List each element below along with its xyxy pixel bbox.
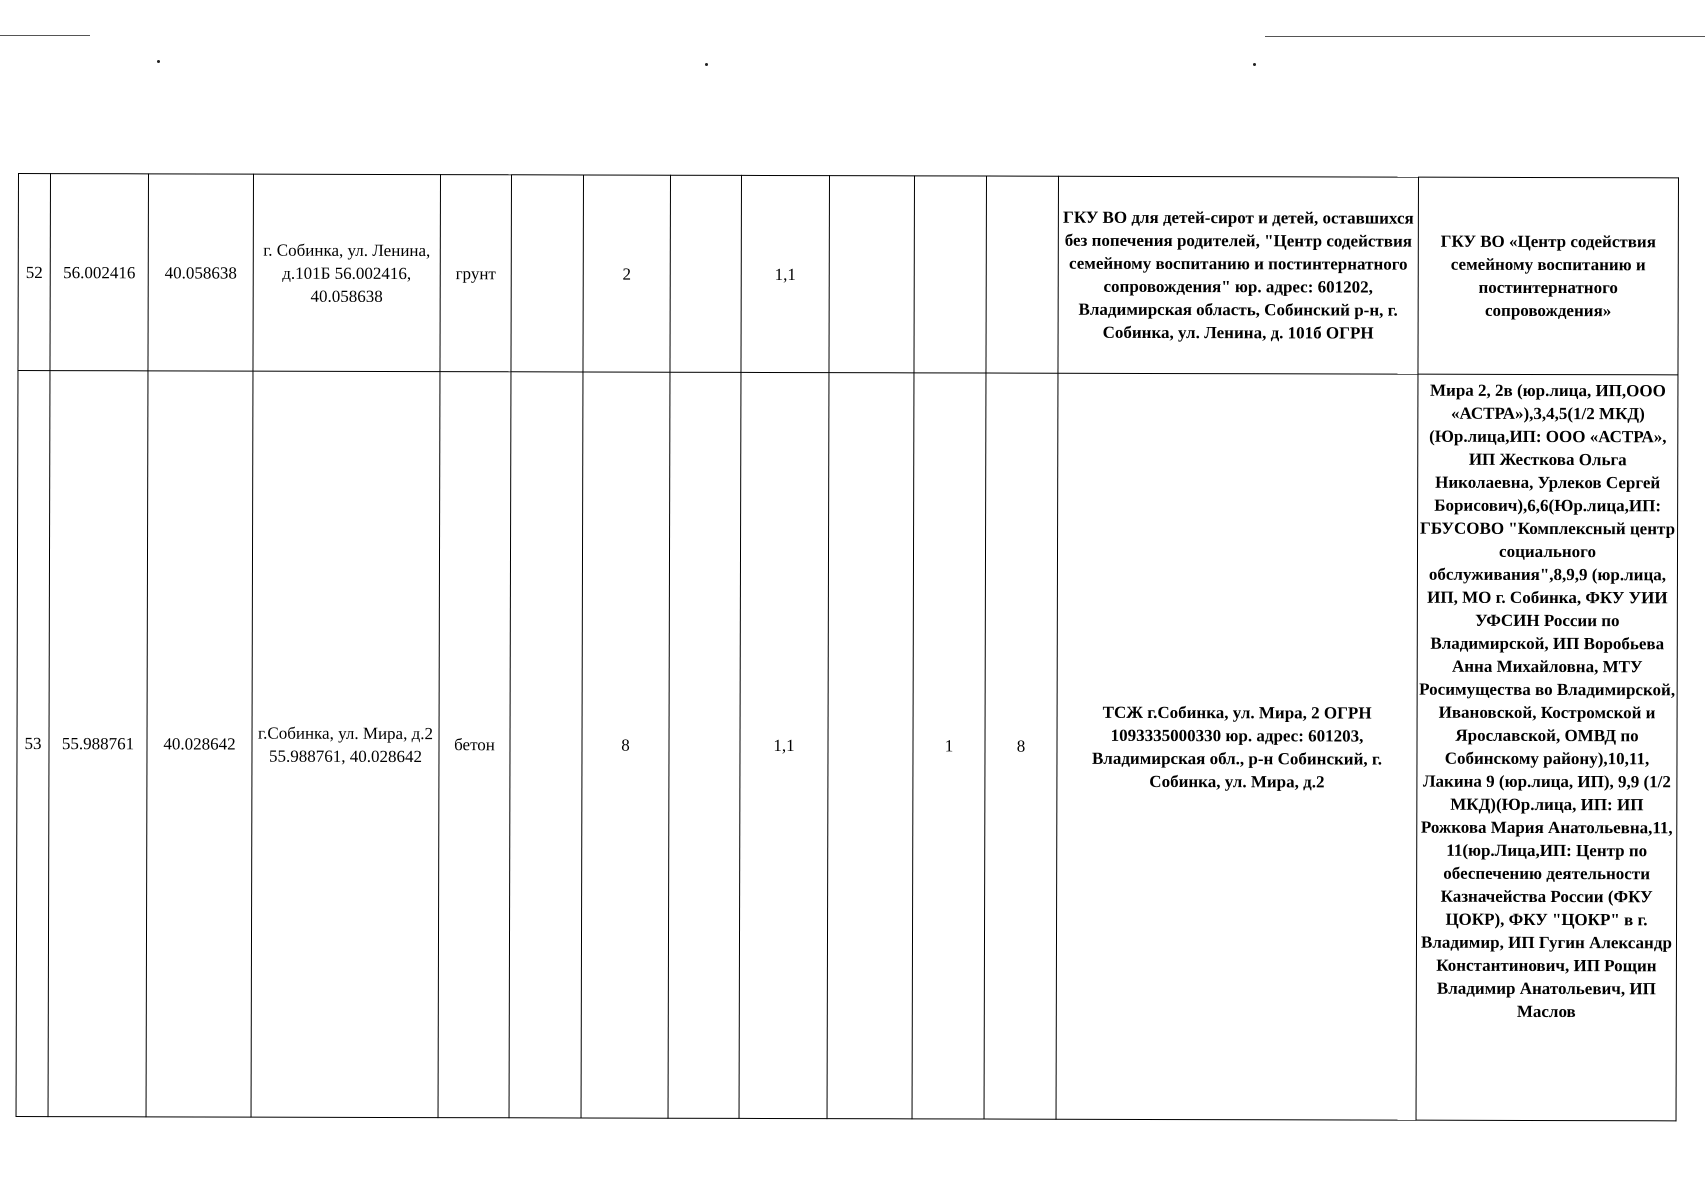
value-cell <box>670 175 742 372</box>
value-cell <box>914 176 987 373</box>
sources-cell: ГКУ ВО «Центр содействия семейному воспитанию и постинтернатного сопровождения» <box>1418 177 1679 375</box>
container-count-cell: 8 <box>581 372 670 1118</box>
table-row <box>18 174 1679 375</box>
value-cell <box>986 176 1059 373</box>
surface-cell: грунт <box>440 175 512 372</box>
address-cell: г. Собинка, ул. Ленина, д.101Б 56.002416, 40.058638 <box>253 174 441 371</box>
longitude-cell: 40.058638 <box>148 174 254 371</box>
value-cell: 1 <box>912 373 986 1119</box>
table-row <box>16 371 1678 1121</box>
scan-artifact-right <box>1265 36 1705 37</box>
value-cell <box>668 372 741 1118</box>
value-cell <box>827 373 914 1119</box>
scan-dot-2 <box>705 63 708 66</box>
address-cell: г.Собинка, ул. Мира, д.2 55.988761, 40.028642 <box>251 371 440 1117</box>
owner-cell: ТСЖ г.Собинка, ул. Мира, 2 ОГРН 1093335000330 юр. адрес: 601203, Владимирская обл., р-н Собинский, г. Собинка, ул. Мира, д.2 <box>1056 373 1418 1120</box>
container-volume-cell: 1,1 <box>739 372 829 1118</box>
latitude-cell: 56.002416 <box>50 174 149 371</box>
container-volume-cell: 1,1 <box>741 175 830 372</box>
scan-artifact-left <box>0 35 90 36</box>
scan-dot-3 <box>1253 63 1256 66</box>
value-cell <box>829 176 915 373</box>
value-cell <box>509 372 583 1118</box>
row-number: 52 <box>18 174 51 371</box>
row-number: 53 <box>16 371 50 1117</box>
value-cell: 8 <box>984 373 1058 1119</box>
latitude-cell: 55.988761 <box>48 371 148 1117</box>
registry-table <box>16 173 1679 1121</box>
scan-dot-1 <box>157 60 160 63</box>
surface-cell: бетон <box>438 372 511 1118</box>
owner-cell: ГКУ ВО для детей-сирот и детей, оставшихся без попечения родителей, "Центр содействия семейному воспитанию и постинтернатного сопровождения" юр. адрес: 601202, Владимирская область, Собинский р-н, г. Собинка, ул. Ленина, д. 101б ОГРН <box>1058 176 1419 374</box>
value-cell <box>511 175 584 372</box>
sources-cell: Мира 2, 2в (юр.лица, ИП,ООО «АСТРА»),3,4,5(1/2 МКД)(Юр.лица,ИП: ООО «АСТРА», ИП Жесткова Ольга Николаевна, Урлеков Сергей Борисович),6,6(Юр.лица,ИП: ГБУСОВО "Комплексный центр социального обслуживания",8,9,9 (юр.лица, ИП, МО г. Собинка, ФКУ УИИ УФСИН России по Владимирской, ИП Воробьева Анна Михайловна, МТУ Росимущества во Владимирской, Ивановской, Костромской и Ярославской, ОМВД по Собинскому району),10,11, Лакина 9 (юр.лица, ИП), 9,9 (1/2 МКД)(Юр.лица, ИП: ИП Рожкова Мария Анатольевна,11, 11(юр.Лица,ИП: Центр по обеспечению деятельности Казначейства России (ФКУ ЦОКР), ФКУ "ЦОКР" в г. Владимир, ИП Гугин Александр Константинович, ИП Рощин Владимир Анатольевич, ИП Маслов <box>1416 374 1678 1121</box>
longitude-cell: 40.028642 <box>146 371 253 1117</box>
container-count-cell: 2 <box>583 175 671 372</box>
